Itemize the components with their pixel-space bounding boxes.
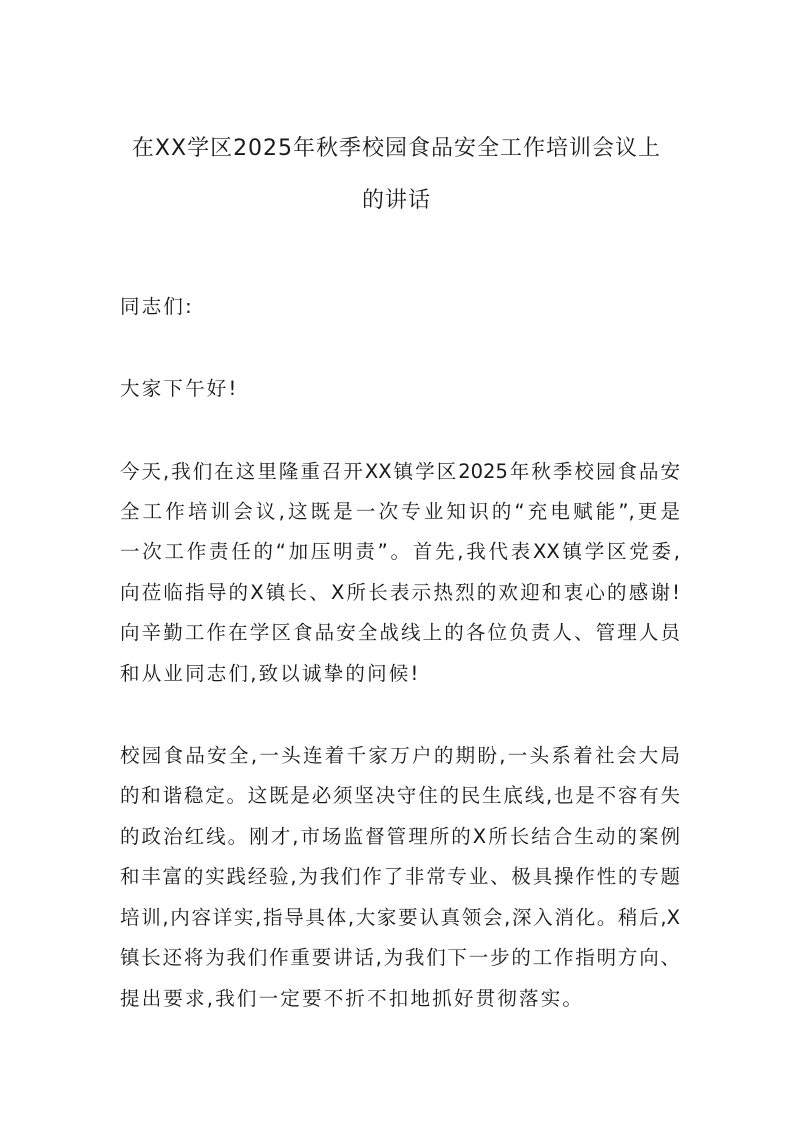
paragraph-line: 一次工作责任的“加压明责”。首先,我代表XX镇学区党委,: [120, 540, 680, 563]
greeting: 大家下午好!: [120, 377, 239, 400]
paragraph-line: 和从业同志们,致以诚挚的问候!: [120, 662, 421, 685]
paragraph-line: 校园食品安全,一头连着千家万户的期盼,一头系着社会大局: [120, 744, 680, 767]
salutation: 同志们:: [120, 295, 194, 318]
paragraph-line: 的和谐稳定。这既是必须坚决守住的民生底线,也是不容有失: [120, 784, 680, 807]
paragraph-line: 今天,我们在这里隆重召开XX镇学区2025年秋季校园食品安: [120, 460, 680, 483]
document-title-line-1: 在XX学区2025年秋季校园食品安全工作培训会议上: [131, 136, 662, 161]
paragraph-line: 向莅临指导的X镇长、X所长表示热烈的欢迎和衷心的感谢!: [120, 581, 680, 604]
paragraph-line: 向辛勤工作在学区食品安全战线上的各位负责人、管理人员: [120, 621, 680, 644]
document-title-line-2: 的讲话: [361, 188, 431, 213]
paragraph-line: 培训,内容详实,指导具体,大家要认真领会,深入消化。稍后,X: [120, 906, 680, 929]
paragraph-line: 的政治红线。刚才,市场监督管理所的X所长结合生动的案例: [120, 825, 680, 848]
paragraph-line: 全工作培训会议,这既是一次专业知识的“充电赋能”,更是: [120, 500, 680, 523]
paragraph-line: 镇长还将为我们作重要讲话,为我们下一步的工作指明方向、: [120, 946, 680, 969]
paragraph-line: 提出要求,我们一定要不折不扣地抓好贯彻落实。: [120, 987, 585, 1010]
paragraph-line: 和丰富的实践经验,为我们作了非常专业、极具操作性的专题: [120, 865, 680, 888]
